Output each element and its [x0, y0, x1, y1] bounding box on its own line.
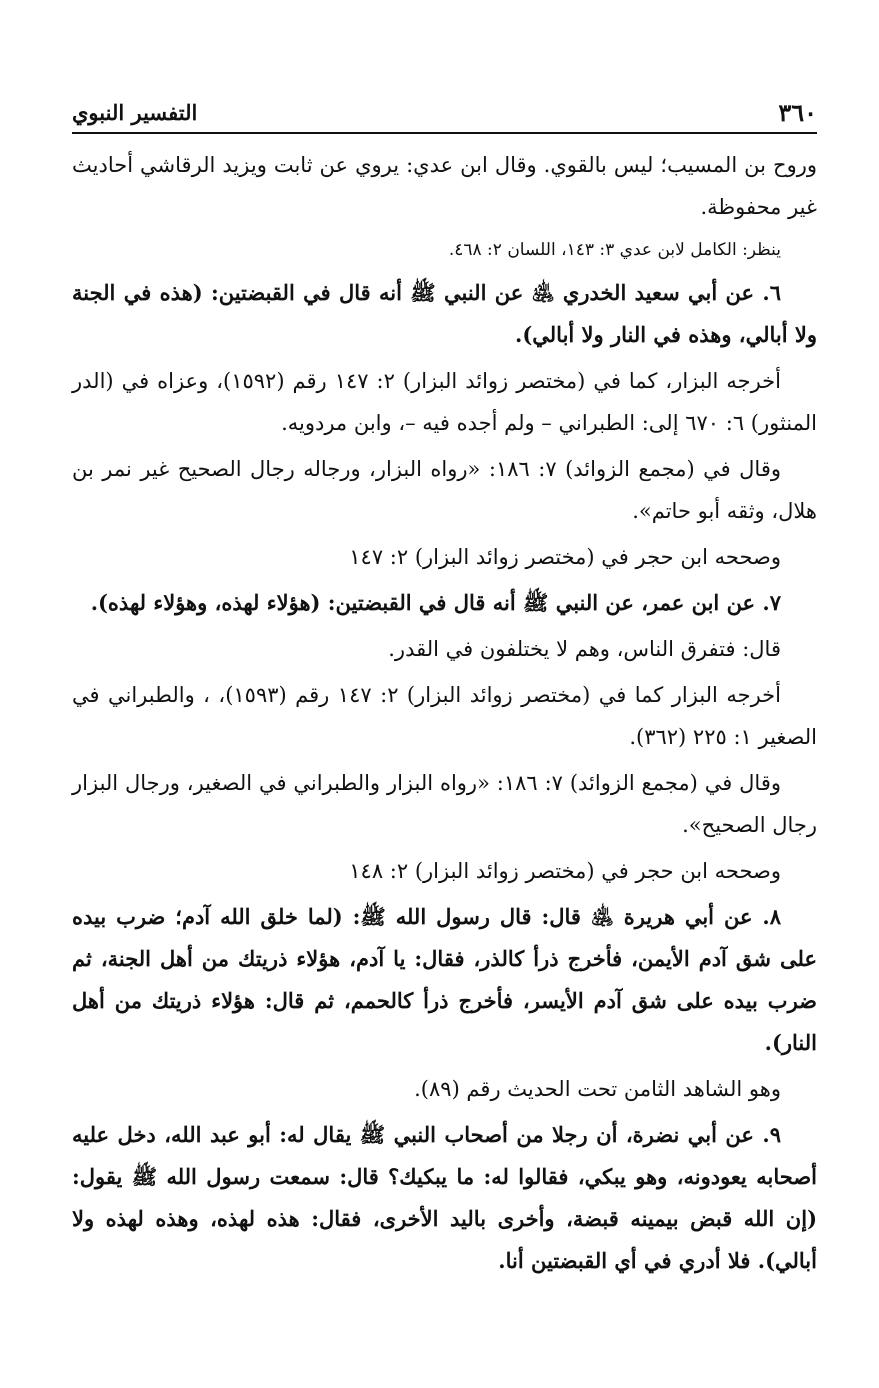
hadith-8-note: وهو الشاهد الثامن تحت الحديث رقم (٨٩).: [414, 1077, 781, 1101]
takhrij-7: أخرجه البزار كما في (مختصر زوائد البزار) ٢: ١٤٧ رقم (١٥٩٣)، ، والطبراني في الصغير ١: ٢٢٥ (٣٦٢).: [72, 683, 817, 749]
hadith-9: ٩. عن أبي نضرة، أن رجلا من أصحاب النبي ﷺ يقال له: أبو عبد الله، دخل عليه أصحابه يعودونه، وهو يبكي، فقالوا له: ما يبكيك؟ قال: سمعت رسول الله ﷺ يقول: (إن الله قبض بيمينه قبضة، وأخرى باليد الأخرى، فقال: هذه لهذه، وهذه لهذه ولا أبالي). فلا أدري في أي القبضتين أنا.: [72, 1122, 817, 1273]
majma-note-6: وقال في (مجمع الزوائد) ٧: ١٨٦: «رواه البزار، ورجاله رجال الصحيح غير نمر بن هلال، وثقه أبو حاتم».: [72, 457, 817, 523]
paragraph-continuation: وروح بن المسيب؛ ليس بالقوي. وقال ابن عدي: يروي عن ثابت ويزيد الرقاشي أحاديث غير محفوظة.: [72, 153, 817, 219]
page-header: [72, 98, 817, 134]
page-number: ٣٦٠: [778, 98, 817, 127]
running-title: التفسير النبوي: [72, 100, 198, 125]
hadith-8: ٨. عن أبي هريرة ﵁ قال: قال رسول الله ﷺ: (لما خلق الله آدم؛ ضرب بيده على شق آدم الأيمن، فأخرج ذرأ كالذر، فقال: يا آدم، هؤلاء ذريتك من أهل الجنة، ثم ضرب بيده على شق آدم الأيسر، فأخرج ذرأ كالحمم، ثم قال: هؤلاء ذريتك من أهل النار).: [72, 904, 817, 1055]
ibn-hajar-note-7: وصححه ابن حجر في (مختصر زوائد البزار) ٢: ١٤٨: [349, 859, 781, 883]
hadith-7-comment: قال: فتفرق الناس، وهم لا يختلفون في القدر.: [388, 637, 781, 661]
reference-note: ينظر: الكامل لابن عدي ٣: ١٤٣، اللسان ٢: ٤٦٨.: [448, 240, 781, 260]
majma-note-7: وقال في (مجمع الزوائد) ٧: ١٨٦: «رواه البزار والطبراني في الصغير، ورجال البزار رجال الصحيح».: [72, 771, 817, 837]
page-body: [72, 144, 817, 1286]
hadith-7: ٧. عن ابن عمر، عن النبي ﷺ أنه قال في القبضتين: (هؤلاء لهذه، وهؤلاء لهذه).: [90, 590, 781, 615]
takhrij-6: أخرجه البزار، كما في (مختصر زوائد البزار) ٢: ١٤٧ رقم (١٥٩٢)، وعزاه في (الدر المنثور) ٦: ٦٧٠ إلى: الطبراني – ولم أجده فيه –، وابن مردويه.: [72, 369, 817, 435]
hadith-6: ٦. عن أبي سعيد الخدري ﵁ عن النبي ﷺ أنه قال في القبضتين: (هذه في الجنة ولا أبالي، وهذه في النار ولا أبالي).: [72, 280, 817, 347]
ibn-hajar-note-6: وصححه ابن حجر في (مختصر زوائد البزار) ٢: ١٤٧: [349, 545, 781, 569]
